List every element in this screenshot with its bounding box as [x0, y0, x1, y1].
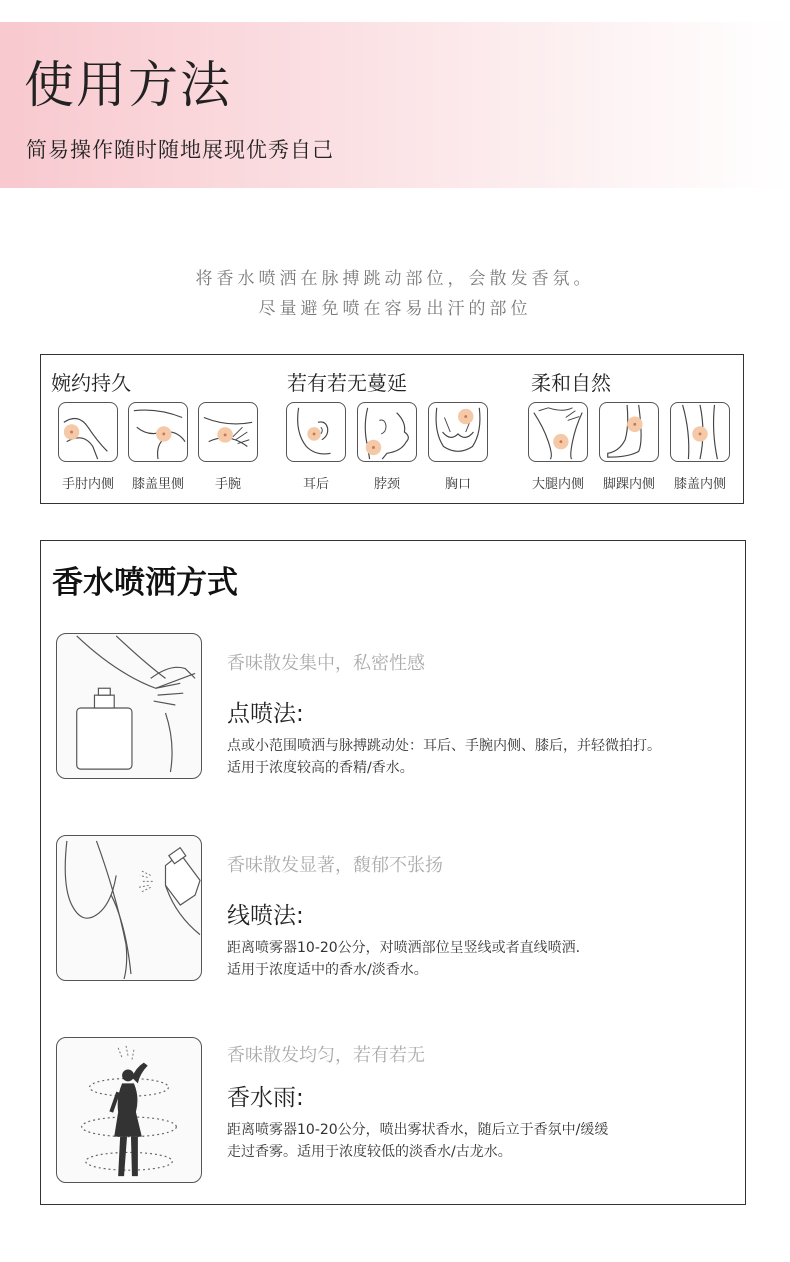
spot-label: 手肘内侧 [61, 477, 114, 492]
method-desc-line-1: 距离喷雾器10-20公分，喷出雾状香水，随后立于香氛中/缓缓 [227, 1122, 609, 1138]
spot-knee-back [125, 402, 191, 492]
spot-label: 手腕 [214, 477, 241, 492]
ear-icon [286, 402, 346, 462]
intro-line-2: 尽量避免喷在容易出汗的部位 [258, 299, 532, 319]
spot-label: 膝盖内侧 [673, 477, 726, 492]
group-title-natural: 柔和自然 [531, 371, 611, 395]
method-desc-line-1: 距离喷雾器10-20公分，对喷洒部位呈竖线或者直线喷洒. [227, 940, 581, 956]
method-desc-line-2: 适用于浓度较高的香精/香水。 [227, 760, 414, 776]
spot-chest [425, 402, 491, 492]
method-subtitle: 香味散发均匀，若有若无 [227, 1045, 425, 1066]
application-spots-panel [40, 354, 744, 504]
spot-elbow [55, 402, 121, 492]
method-subtitle: 香味散发显著，馥郁不张扬 [227, 855, 443, 876]
method-heading: 线喷法: [227, 903, 304, 929]
spray-methods-panel [40, 540, 746, 1205]
method-desc-line-2: 走过香雾。适用于浓度较低的淡香水/古龙水。 [227, 1144, 512, 1160]
spot-inner-ankle [596, 402, 662, 492]
spot-wrist [195, 402, 261, 492]
spot-behind-ear [283, 402, 349, 492]
method-heading: 点喷法: [227, 701, 304, 727]
chest-icon [428, 402, 488, 462]
inner-knee-icon [670, 402, 730, 462]
thigh-icon [528, 402, 588, 462]
group-title-lasting: 婉约持久 [51, 371, 131, 395]
method-heading: 香水雨: [227, 1085, 304, 1111]
page-title: 使用方法 [24, 56, 232, 114]
method-desc-line-1: 点或小范围喷洒与脉搏跳动处：耳后、手腕内侧、膝后，并轻微拍打。 [227, 738, 661, 754]
spot-label: 脚踝内侧 [602, 477, 655, 492]
spot-label: 耳后 [302, 477, 329, 492]
elbow-icon [58, 402, 118, 462]
method-desc-line-2: 适用于浓度适中的香水/淡香水。 [227, 962, 428, 978]
intro-line-1: 将香水喷洒在脉搏跳动部位，会散发香氛。 [195, 269, 595, 289]
spot-label: 胸口 [444, 477, 471, 492]
methods-title: 香水喷洒方式 [52, 565, 238, 601]
neck-icon [357, 402, 417, 462]
knee-icon [128, 402, 188, 462]
spot-label: 膝盖里侧 [131, 477, 184, 492]
ankle-icon [599, 402, 659, 462]
spot-label: 脖颈 [373, 477, 400, 492]
spot-inner-thigh [525, 402, 591, 492]
line-spray-icon [56, 835, 202, 981]
wrist-icon [198, 402, 258, 462]
dab-method-icon [56, 633, 202, 779]
spot-label: 大腿内侧 [531, 477, 584, 492]
group-title-spreading: 若有若无蔓延 [287, 371, 407, 395]
method-subtitle: 香味散发集中，私密性感 [227, 653, 425, 674]
spot-inner-knee [667, 402, 733, 492]
header-banner [0, 22, 790, 188]
spot-neck [354, 402, 420, 492]
page-subtitle: 简易操作随时随地展现优秀自己 [26, 138, 334, 162]
perfume-rain-icon [56, 1037, 202, 1183]
